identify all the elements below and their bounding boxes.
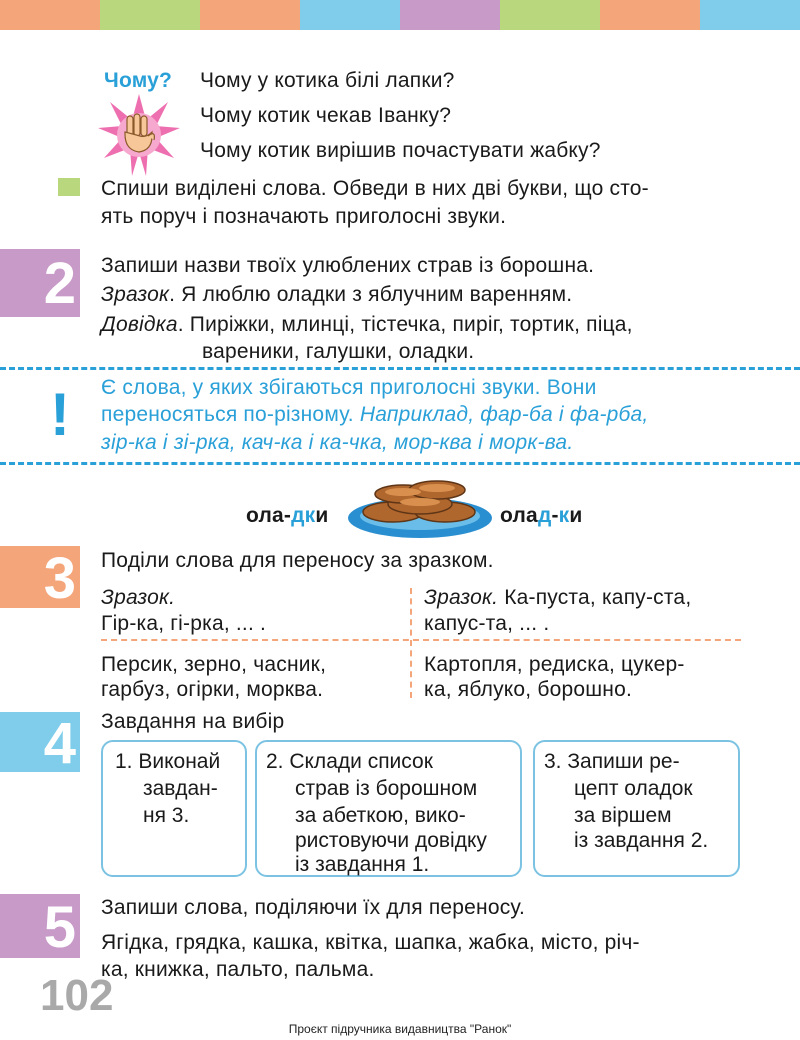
task3-number: 3: [43, 546, 76, 611]
task5-number-block: [0, 894, 80, 958]
stripe: [300, 0, 400, 30]
task2-sample-text: . Я люблю оладки з яблучним варенням.: [169, 283, 573, 306]
task4-number: 4: [43, 711, 76, 776]
task3-title: Поділи слова для переносу за зразком.: [101, 549, 494, 572]
task3-right-sample-text: Ка-пуста, капу-ста,: [498, 586, 692, 609]
option-2-line: за абеткою, вико-: [295, 804, 466, 827]
task3-right-words-2: ка, яблуко, борошно.: [424, 678, 633, 701]
exclamation-mark: !: [50, 381, 70, 448]
stripe: [400, 0, 500, 30]
rule-line-1: Є слова, у яких збігаються приголосні звуки. Вони: [101, 376, 597, 399]
task3-right-words-1: Картопля, редиска, цукер-: [424, 653, 685, 676]
stripe: [700, 0, 800, 30]
option-2-line: 2. Склади список: [266, 750, 433, 773]
rule-top-divider: [0, 367, 800, 370]
option-1-line: ня 3.: [143, 804, 190, 827]
task1-line-2: ять поруч і позначають приголосні звуки.: [101, 205, 507, 228]
option-2-line: страв із борошном: [295, 777, 478, 800]
task3-right-sample: [424, 583, 691, 612]
why-question-1: Чому у котика білі лапки?: [200, 69, 455, 92]
rule-line-2-text: переносяться по-різному.: [101, 403, 360, 426]
example-left-word: ола-дки: [246, 504, 329, 527]
three-fingers-hand-icon: [96, 92, 182, 178]
rule-line-3: зір-ка і зі-рка, кач-ка і ка-чка, мор-ква і морк-ва.: [101, 431, 574, 454]
task5-line-2: Ягідка, грядка, кашка, квітка, шапка, жабка, місто, річ-: [101, 931, 640, 954]
task2-sample-label: Зразок: [101, 283, 170, 306]
option-3-line: із завдання 2.: [574, 829, 709, 852]
task3-left-sample-text: Гір-ка, гі-рка, ... .: [101, 612, 267, 635]
stripe: [0, 0, 100, 30]
stripe: [100, 0, 200, 30]
footer-note: Проєкт підручника видавництва "Ранок": [288, 1022, 512, 1036]
task2-reference-text: . Пиріжки, млинці, тістечка, пиріг, тортик, піца,: [177, 313, 633, 336]
task2-sample: [101, 280, 572, 309]
task5-number: 5: [43, 895, 76, 960]
task1-line-1: Спиши виділені слова. Обведи в них дві букви, що сто-: [101, 177, 649, 200]
task3-left-sample-label: Зразок.: [101, 586, 176, 609]
task3-right-sample-line-2: капус-та, ... .: [424, 612, 550, 635]
why-question-2: Чому котик чекав Іванку?: [200, 104, 452, 127]
task2-number: 2: [43, 251, 76, 316]
rule-line-2: [101, 400, 648, 429]
option-2-line: ристовуючи довідку: [295, 829, 487, 852]
task3-number-block: [0, 546, 80, 611]
task5-line-1: Запиши слова, поділяючи їх для переносу.: [101, 896, 526, 919]
rule-line-2-example: Наприклад, фар-ба і фа-рба,: [359, 403, 649, 426]
task2-reference-line-2: вареники, галушки, оладки.: [202, 340, 475, 363]
task4-option-2: [255, 740, 522, 877]
example-right-word: олaд-ки: [500, 504, 583, 527]
option-2-line: із завдання 1.: [295, 853, 430, 876]
task3-left-words-2: гарбуз, огірки, морква.: [101, 678, 324, 701]
stripe: [200, 0, 300, 30]
task4-option-1: [101, 740, 247, 877]
option-3-line: цепт оладок: [574, 777, 693, 800]
option-3-line: за віршем: [574, 804, 672, 827]
task2-line-1: Запиши назви твоїх улюблених страв із борошна.: [101, 254, 595, 277]
option-3-line: 3. Запиши ре-: [544, 750, 680, 773]
why-question-3: Чому котик вирішив почастувати жабку?: [200, 139, 601, 162]
stripe: [500, 0, 600, 30]
task2-reference: [101, 310, 633, 339]
page-number: 102: [40, 971, 114, 1020]
task4-number-block: [0, 711, 80, 776]
task2-reference-label: Довідка: [101, 313, 178, 336]
stripe: [600, 0, 700, 30]
task3-vertical-divider: [410, 588, 412, 698]
rule-bottom-divider: [0, 462, 800, 465]
task4-option-3: [533, 740, 740, 877]
why-label: Чому?: [104, 69, 173, 92]
option-1-line: 1. Виконай: [115, 750, 221, 773]
task2-number-block: [0, 249, 80, 317]
task4-title: Завдання на вибір: [101, 710, 285, 733]
plate-of-pancakes-icon: [345, 470, 495, 540]
green-square-icon: [58, 178, 80, 196]
task3-right-sample-label: Зразок.: [424, 586, 499, 609]
task3-left-words-1: Персик, зерно, часник,: [101, 653, 327, 676]
option-1-line: завдан-: [143, 777, 218, 800]
task3-horizontal-divider: [101, 639, 741, 641]
task5-line-3: ка, книжка, пальто, пальма.: [101, 958, 375, 981]
